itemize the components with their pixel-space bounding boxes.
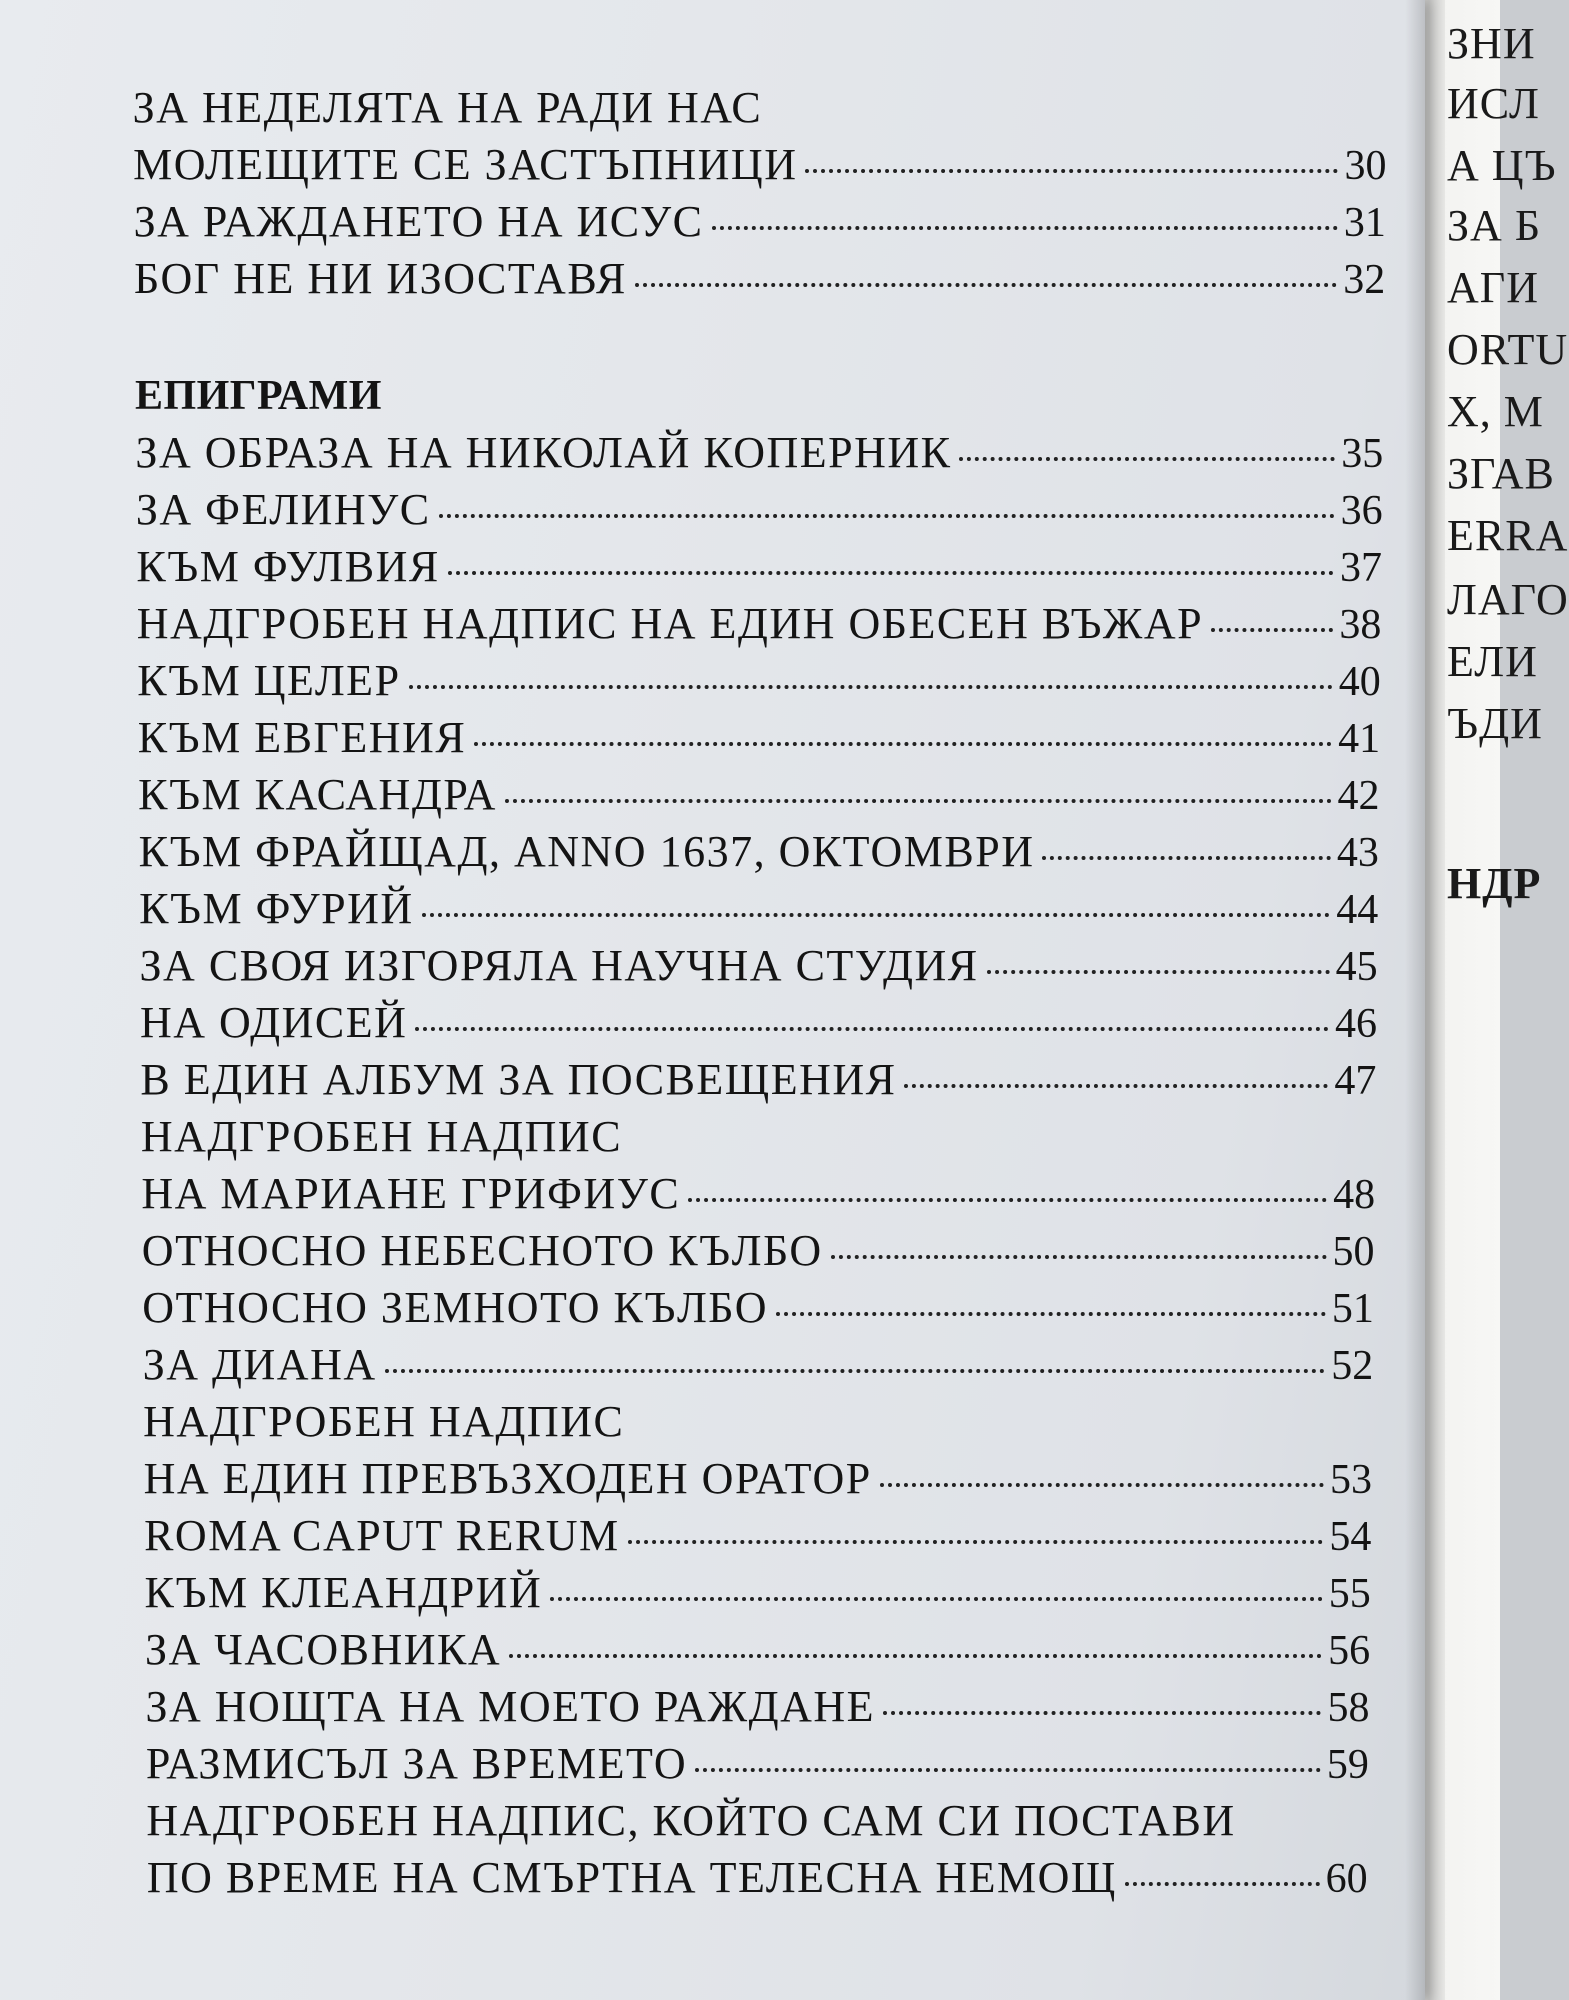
toc-entry (141, 1111, 1376, 1163)
dot-leader (776, 1312, 1326, 1316)
toc-entry-title: КЪМ ФУРИЙ (139, 884, 414, 933)
dot-leader (1042, 856, 1330, 860)
facing-page-text-fragment: ИСЛ (1447, 79, 1540, 128)
toc-entry (146, 1795, 1368, 1847)
toc-entry-title: ЗА ЧАСОВНИКА (144, 1625, 502, 1674)
dot-leader (505, 799, 1332, 803)
toc-entry-title: ЗА НОЩТА НА МОЕТО РАЖДАНЕ (145, 1682, 876, 1731)
toc-entry-title: НА ЕДИН ПРЕВЪЗХОДЕН ОРАТОР (143, 1454, 872, 1503)
dot-leader (509, 1654, 1322, 1658)
toc-entry-title: КЪМ КАСАНДРА (138, 770, 497, 819)
toc-entry (145, 1624, 1370, 1677)
toc-entry-title: ЗА РАЖДАНЕТО НА ИСУС (133, 197, 704, 246)
dot-leader (1211, 628, 1333, 632)
toc-page-number: 43 (1336, 830, 1379, 876)
toc-entry (133, 82, 1387, 134)
toc-entry (143, 1396, 1372, 1448)
toc-page-number: 35 (1341, 431, 1384, 477)
toc-page-number: 36 (1340, 488, 1383, 534)
dot-leader (474, 742, 1332, 746)
facing-page-text-fragment: ЗНИ (1447, 19, 1536, 68)
toc-page-number: 42 (1337, 773, 1380, 819)
dot-leader (439, 514, 1335, 518)
toc-entry-title: ЗА ДИАНА (142, 1340, 377, 1389)
toc-entry (136, 484, 1383, 537)
toc-entry-title: НАДГРОБЕН НАДПИС (140, 1112, 623, 1161)
toc-page-number: 53 (1330, 1457, 1372, 1503)
facing-page-text-fragment: АГИ (1447, 263, 1539, 312)
section-heading: ЕПИГРАМИ (134, 373, 382, 419)
toc-entry (138, 712, 1380, 765)
toc-entry (140, 1054, 1376, 1107)
toc-entry (144, 1453, 1372, 1506)
toc-entry-title: КЪМ ЕВГЕНИЯ (137, 713, 467, 762)
toc-page-number: 56 (1328, 1628, 1371, 1674)
facing-page-text-fragment: X, M (1447, 387, 1544, 436)
toc-entry (145, 1681, 1369, 1734)
toc-entry-title: НА МАРИАНЕ ГРИФИУС (141, 1169, 681, 1218)
toc-entry (137, 598, 1382, 651)
toc-page-number: 58 (1327, 1685, 1370, 1731)
dot-leader (805, 169, 1338, 173)
toc-entry (133, 139, 1386, 192)
dot-leader (550, 1597, 1323, 1601)
toc-page-number: 38 (1339, 602, 1382, 648)
toc-entry (136, 541, 1382, 594)
facing-page-text-fragment: ЗГАВ (1447, 449, 1555, 498)
dot-leader (880, 1483, 1324, 1487)
facing-page-text-fragment: ЛАГО (1447, 575, 1569, 624)
toc-entry (138, 769, 1379, 822)
toc-page-number: 47 (1334, 1058, 1377, 1104)
toc-entry-title: НАДГРОБЕН НАДПИС, КОЙТО САМ СИ ПОСТАВИ (146, 1796, 1236, 1845)
facing-page-text-fragment: НДР (1447, 859, 1542, 908)
dot-leader (904, 1084, 1328, 1088)
toc-entry (145, 1567, 1371, 1620)
dot-leader (712, 226, 1338, 230)
toc-entry-title: ОТНОСНО ЗЕМНОТО КЪЛБО (142, 1283, 769, 1332)
toc-page-number: 37 (1340, 545, 1383, 591)
toc-entry-title: ЗА СВОЯ ИЗГОРЯЛА НАУЧНА СТУДИЯ (139, 941, 979, 990)
toc-entry-title: КЪМ ФУЛВИЯ (136, 542, 440, 591)
facing-page-text-fragment: ЗА Б (1447, 201, 1542, 250)
toc-page-number: 48 (1333, 1172, 1376, 1218)
toc-entry-title: БОГ НЕ НИ ИЗОСТАВЯ (134, 254, 627, 303)
toc-page-number: 41 (1338, 716, 1381, 762)
toc-entry-title: КЪМ ФРАЙЩАД, ANNO 1637, ОКТОМВРИ (138, 827, 1035, 876)
toc-entry (134, 196, 1386, 249)
toc-entry-title: ПО ВРЕМЕ НА СМЪРТНА ТЕЛЕСНА НЕМОЩ (146, 1853, 1117, 1902)
toc-page-number: 32 (1343, 257, 1386, 303)
dot-leader (831, 1255, 1327, 1259)
toc-entry (137, 655, 1381, 708)
toc-entry-title: НАДГРОБЕН НАДПИС (143, 1397, 625, 1446)
toc-entry (140, 940, 1378, 993)
toc-entry (146, 1738, 1369, 1791)
dot-leader (635, 283, 1337, 287)
toc-entry (147, 1852, 1368, 1905)
facing-page-text-fragment: ЕЛИ (1447, 637, 1538, 686)
toc-entry (144, 1510, 1371, 1563)
dot-leader (448, 571, 1334, 575)
toc-entry (142, 1282, 1374, 1335)
facing-page-text-fragment: ЪДИ (1447, 699, 1543, 748)
dot-leader (1125, 1882, 1320, 1886)
toc-page-number: 52 (1331, 1343, 1374, 1389)
toc-entry (139, 826, 1379, 879)
facing-page-text-fragment: ORTU (1447, 325, 1569, 374)
facing-page-text-fragment: ERRA (1447, 511, 1569, 560)
toc-page-number: 44 (1336, 887, 1379, 933)
dot-leader (628, 1540, 1324, 1544)
dot-leader (422, 913, 1331, 917)
toc-entry-title: ЗА НЕДЕЛЯТА НА РАДИ НАС (132, 83, 763, 132)
toc-entry-title: МОЛЕЩИТЕ СЕ ЗАСТЪПНИЦИ (133, 140, 798, 189)
toc-page-number: 54 (1329, 1514, 1372, 1560)
toc-entry-title: КЪМ ЦЕЛЕР (137, 656, 401, 705)
toc-entry-title: КЪМ КЛЕАНДРИЙ (144, 1568, 543, 1617)
dot-leader (415, 1027, 1329, 1031)
dot-leader (688, 1198, 1327, 1202)
dot-leader (883, 1711, 1321, 1715)
toc-entry-title: ROMA CAPUT RERUM (144, 1511, 620, 1560)
dot-leader (987, 970, 1330, 974)
dot-leader (695, 1768, 1321, 1772)
toc-page-number: 31 (1343, 200, 1386, 246)
toc-page-number: 60 (1325, 1856, 1368, 1902)
facing-page-text-fragment: А ЦЪ (1447, 141, 1557, 190)
toc-page-number: 40 (1338, 659, 1381, 705)
toc-entry-title: ЗА ОБРАЗА НА НИКОЛАЙ КОПЕРНИК (135, 428, 952, 477)
toc-page-number: 30 (1344, 143, 1387, 189)
toc-entry (143, 1339, 1374, 1392)
toc-entry (141, 1168, 1375, 1221)
toc-page-number: 50 (1332, 1229, 1375, 1275)
toc-page-number: 51 (1331, 1286, 1374, 1332)
toc-entry-title: НА ОДИСЕЙ (139, 998, 408, 1047)
toc-page-number: 45 (1335, 944, 1378, 990)
dot-leader (959, 457, 1335, 461)
toc-entry-title: ОТНОСНО НЕБЕСНОТО КЪЛБО (141, 1226, 823, 1275)
toc-entry (135, 427, 1383, 480)
toc-page-number: 55 (1328, 1571, 1371, 1617)
book-gutter (1405, 0, 1445, 2000)
toc-entry-title: ЗА ФЕЛИНУС (135, 485, 431, 534)
toc-entry (140, 997, 1377, 1050)
dot-leader (385, 1369, 1326, 1373)
toc-entry (134, 253, 1385, 306)
toc-page-number: 59 (1326, 1742, 1369, 1788)
toc-page-number: 46 (1335, 1001, 1378, 1047)
toc-entry (139, 883, 1378, 936)
toc-entry (142, 1225, 1375, 1278)
toc-entry-title: РАЗМИСЪЛ ЗА ВРЕМЕТО (145, 1739, 688, 1788)
toc-entry-title: НАДГРОБЕН НАДПИС НА ЕДИН ОБЕСЕН ВЪЖАР (136, 599, 1204, 648)
toc-entry-title: В ЕДИН АЛБУМ ЗА ПОСВЕЩЕНИЯ (140, 1055, 897, 1104)
dot-leader (409, 685, 1333, 689)
